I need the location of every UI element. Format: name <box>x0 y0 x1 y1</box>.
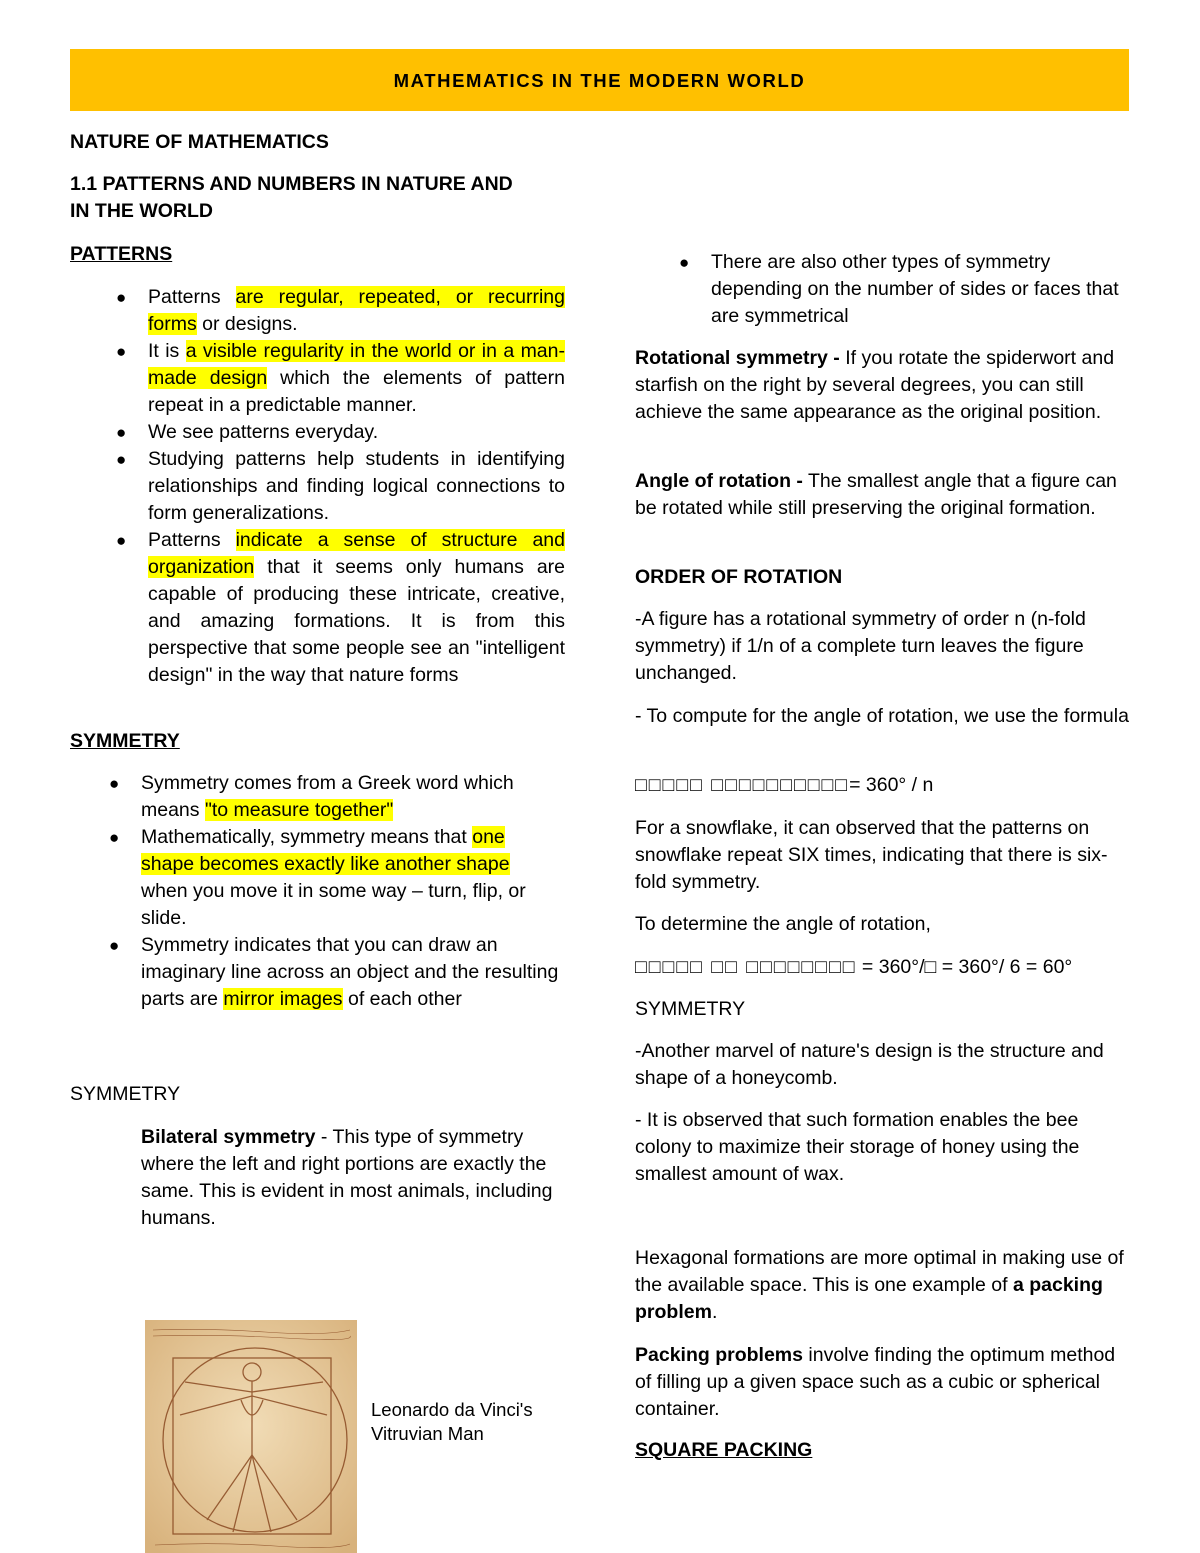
list-item: ● Mathematically, symmetry means that one shape becomes exactly like another shape when you move it in some way – turn, flip, or slide. <box>109 826 526 929</box>
bullet-icon: ● <box>109 774 120 793</box>
highlight: indicate a sense of structure and organization <box>148 529 565 578</box>
order-paragraph-1: -A figure has a rotational symmetry of order n (n-fold symmetry) if 1/n of a complete turn leaves the figure unchanged. <box>635 608 1086 684</box>
bilateral-term: Bilateral symmetry <box>141 1126 316 1148</box>
heading-nature-of-mathematics: NATURE OF MATHEMATICS <box>70 131 329 153</box>
formula-symbol-n: □ <box>924 956 937 978</box>
other-symmetry-list <box>679 249 1131 330</box>
honeycomb-paragraph-2: - It is observed that such formation enables the bee colony to maximize their storage of honey using the smallest amount of wax. <box>635 1109 1080 1185</box>
heading-line-2: IN THE WORLD <box>70 200 213 222</box>
bilateral-paragraph: Bilateral symmetry - This type of symmetry where the left and right portions are exactly the same. This is evident in most animals, including humans. <box>141 1126 553 1229</box>
formula-2: □□□□□ □□ □□□□□□□□ = 360°/□ = 360°/ 6 = 60° <box>635 956 1073 978</box>
bullet-icon: ● <box>116 531 127 550</box>
vitruvian-man-image <box>145 1320 357 1553</box>
list-item: ● It is a visible regularity in the world or in a man-made design which the elements of pattern repeat in a predictable manner. <box>116 340 565 416</box>
heading-patterns-numbers <box>70 171 590 225</box>
angle-paragraph: Angle of rotation - The smallest angle that a figure can be rotated while still preserving the original formation. <box>635 470 1117 519</box>
heading-symmetry: SYMMETRY <box>70 730 180 752</box>
page-title: MATHEMATICS IN THE MODERN WORLD <box>393 69 806 91</box>
list-item: ● There are also other types of symmetry depending on the number of sides or faces that are symmetrical <box>679 251 1119 327</box>
rotational-term: Rotational symmetry - <box>635 347 840 369</box>
list-item: ● Symmetry comes from a Greek word which means "to measure together" <box>109 772 514 821</box>
list-item: ● Patterns indicate a sense of structure and organization that it seems only humans are capable of producing these intricate, creative, and amazing formations. It is from this perspective that some people see an "intelligent design" in the way that nature forms <box>116 529 565 686</box>
list-item: ● Studying patterns help students in identifying relationships and finding logical connections to form generalizations. <box>116 448 565 524</box>
formula-symbols: □□□□□ □□ □□□□□□□□ <box>635 956 857 978</box>
snowflake-paragraph: For a snowflake, it can observed that the patterns on snowflake repeat SIX times, indicating that there is six-fold symmetry. <box>635 817 1108 893</box>
bullet-icon: ● <box>109 936 120 955</box>
honeycomb-paragraph-1: -Another marvel of nature's design is the structure and shape of a honeycomb. <box>635 1040 1104 1089</box>
angle-term: Angle of rotation - <box>635 470 803 492</box>
list-item: ● We see patterns everyday. <box>148 419 565 446</box>
packing-paragraph: Packing problems involve finding the optimum method of filling up a given space such as a cubic or spherical container. <box>635 1344 1116 1420</box>
bullet-icon: ● <box>116 342 127 361</box>
list-item: ● Symmetry indicates that you can draw an imaginary line across an object and the resulting parts are mirror images of each other <box>109 934 559 1010</box>
highlight: mirror images <box>223 988 343 1010</box>
title-banner <box>70 49 1129 111</box>
image-caption <box>371 1398 533 1446</box>
highlight: "to measure together" <box>204 799 394 821</box>
highlight: are regular, repeated, or recurring forms <box>148 286 565 335</box>
bullet-icon: ● <box>116 450 127 469</box>
formula-1: □□□□□ □□□□□□□□□□= 360° / n <box>635 774 934 796</box>
vitruvian-man-drawing <box>145 1320 357 1553</box>
heading-patterns: PATTERNS <box>70 243 173 265</box>
symmetry-label-right: SYMMETRY <box>635 998 746 1020</box>
heading-square-packing: SQUARE PACKING <box>635 1439 813 1461</box>
highlight: a visible regularity in the world or in a man-made design <box>148 340 565 389</box>
determine-paragraph: To determine the angle of rotation, <box>635 913 931 935</box>
symmetry-label: SYMMETRY <box>70 1083 181 1105</box>
caption-line: Leonardo da Vinci's <box>371 1399 533 1420</box>
bullet-icon: ● <box>679 253 690 272</box>
list-item: ● Patterns are regular, repeated, or recurring forms or designs. <box>116 286 565 335</box>
patterns-list <box>116 284 565 689</box>
bullet-icon: ● <box>116 423 127 442</box>
packing-term: Packing problems <box>635 1344 803 1366</box>
hexagonal-paragraph: Hexagonal formations are more optimal in making use of the available space. This is one example of a packing problem. <box>635 1247 1124 1323</box>
caption-line: Vitruvian Man <box>371 1423 484 1444</box>
heading-line-1: 1.1 PATTERNS AND NUMBERS IN NATURE AND <box>70 173 513 195</box>
formula-symbols: □□□□□ □□□□□□□□□□ <box>635 774 850 796</box>
rotational-paragraph: Rotational symmetry - If you rotate the spiderwort and starfish on the right by several degrees, you can still achieve the same appearance as the original position. <box>635 347 1115 423</box>
order-paragraph-2: - To compute for the angle of rotation, we use the formula <box>635 705 1129 727</box>
heading-order-of-rotation: ORDER OF ROTATION <box>635 566 843 588</box>
bullet-icon: ● <box>116 288 127 307</box>
bullet-icon: ● <box>109 828 120 847</box>
symmetry-list <box>109 770 561 1013</box>
packing-problem-term: a packing problem <box>635 1274 1103 1323</box>
highlight: one shape becomes exactly like another shape <box>141 826 510 875</box>
